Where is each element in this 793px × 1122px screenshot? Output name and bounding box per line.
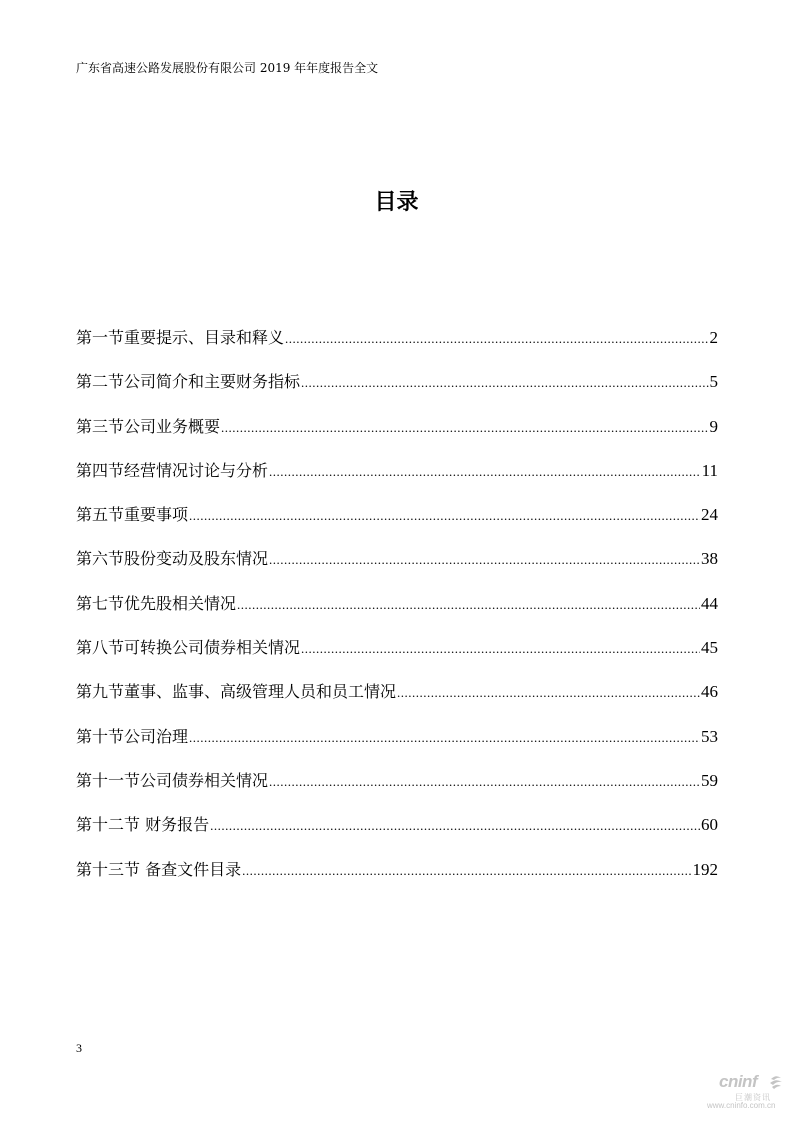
toc-entry[interactable] [76,813,718,857]
toc-leader-dots [189,504,700,528]
toc-entry[interactable] [76,503,718,547]
toc-entry-label: 第一节重要提示、目录和释义 [76,328,285,347]
toc-entry-label: 第六节股份变动及股东情况 [76,549,269,569]
toc-title: 目录 [374,190,419,215]
cninfo-logo-icon [768,1074,784,1090]
toc-entry-page: 44 [701,593,718,613]
toc-leader-dots [301,371,708,395]
toc-leader-dots [189,726,700,750]
toc-leader-dots [269,460,701,484]
toc-entry-page: 59 [701,770,718,790]
toc-entry-label: 第四节经营情况讨论与分析 [76,460,269,480]
toc-entry-page: 60 [701,815,718,835]
toc-entry-label: 第七节优先股相关情况 [76,593,237,613]
cninfo-watermark [705,1072,789,1112]
toc-entry-label: 第十三节 备查文件目录 [76,859,242,879]
toc-entry-page: 2 [709,328,718,347]
toc-entry[interactable] [76,592,718,636]
toc-entry-page: 38 [701,549,718,569]
toc-leader-dots [269,548,700,572]
watermark-logo-text: cninf [719,1072,758,1091]
toc-entry-page: 45 [701,638,718,658]
toc-entry-page: 46 [701,682,718,702]
toc-entry-page: 5 [709,372,718,392]
watermark-cn-name: 巨潮资讯 [735,1093,771,1102]
toc-leader-dots [210,814,700,838]
toc-entry[interactable] [76,858,718,902]
toc-entry[interactable] [76,370,718,414]
toc-entry-label: 第五节重要事项 [76,505,189,525]
toc-entry-label: 第九节董事、监事、高级管理人员和员工情况 [76,682,397,702]
toc-entry-page: 24 [701,505,718,525]
toc-entry-page: 53 [701,726,718,746]
toc-entry-label: 第二节公司简介和主要财务指标 [76,372,301,392]
toc-entry[interactable] [76,415,718,459]
toc-entry-page: 9 [709,416,718,436]
toc-leader-dots [301,637,700,661]
toc-entry-page: 11 [701,460,718,480]
toc-entry-label: 第十节公司治理 [76,726,189,746]
toc-entry[interactable] [76,547,718,591]
toc-leader-dots [237,593,700,617]
table-of-contents [76,326,718,902]
toc-leader-dots [221,416,708,440]
toc-leader-dots [285,327,708,351]
toc-entry[interactable] [76,459,718,503]
toc-leader-dots [397,681,700,705]
toc-entry-label: 第八节可转换公司债券相关情况 [76,638,301,658]
toc-entry-label: 第三节公司业务概要 [76,416,221,436]
page-number: 3 [76,1041,82,1055]
toc-entry-page: 192 [692,859,718,879]
toc-entry-label: 第十一节公司债券相关情况 [76,770,269,790]
toc-entry[interactable] [76,636,718,680]
toc-entry[interactable] [76,326,718,370]
toc-leader-dots [242,859,691,883]
toc-entry[interactable] [76,769,718,813]
toc-entry[interactable] [76,725,718,769]
page-header: 广东省高速公路发展股份有限公司 2019 年年度报告全文 [76,61,379,75]
toc-entry[interactable] [76,680,718,724]
toc-entry-label: 第十二节 财务报告 [76,815,210,835]
toc-leader-dots [269,770,700,794]
watermark-url: www.cninfo.com.cn [707,1101,776,1110]
